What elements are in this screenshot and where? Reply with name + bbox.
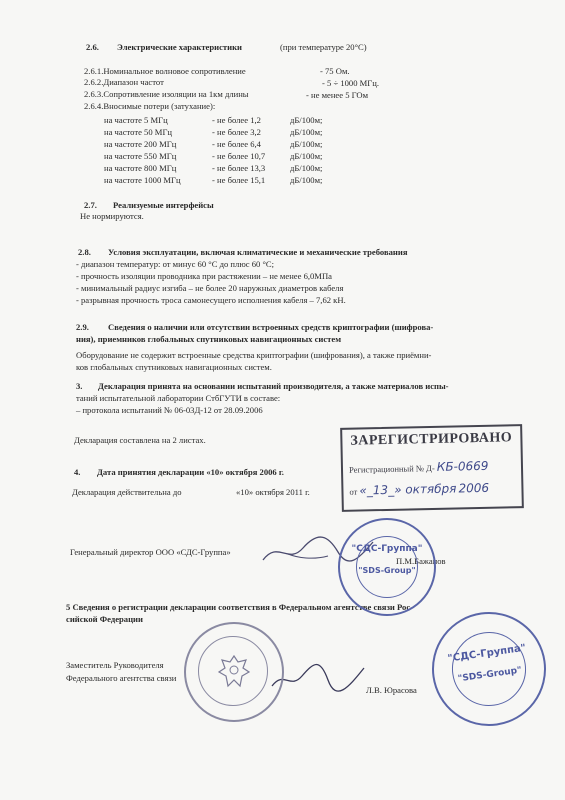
- loss-frequency: на частоте 1000 МГц: [104, 175, 181, 185]
- section-5-title-line-2: сийской Федерации: [66, 614, 143, 624]
- loss-row: [0, 163, 565, 174]
- loss-row: [0, 151, 565, 162]
- item-2-6-2-value: - 5 ÷ 1000 МГц.: [322, 78, 380, 88]
- section-2-8-item-4: - разрывная прочность троса самонесущего исполнения кабеля – 7,62 кН.: [76, 295, 346, 305]
- section-4-number: 4.: [74, 467, 81, 477]
- registration-date-line: [349, 481, 489, 498]
- company-seal-1-name-ru: "СДС-Группа": [351, 544, 423, 554]
- loss-row: [0, 115, 565, 126]
- loss-unit: дБ/100м;: [290, 163, 323, 173]
- section-2-6-condition: (при температуре 20°С): [280, 42, 367, 52]
- loss-value: - не более 10,7: [212, 151, 266, 161]
- loss-value: - не более 13,3: [212, 163, 266, 173]
- company-seal-2-name-en: "SDS-Group": [457, 665, 523, 685]
- section-3-title: Декларация принята на основании испытаний производителя, а также материалов испы-: [98, 381, 449, 391]
- loss-value: - не более 6,4: [212, 139, 261, 149]
- section-2-9-title-line-1: Сведения о наличии или отсутствии встроенных средств криптографии (шифрова-: [108, 322, 434, 332]
- director-position: Генеральный директор ООО «СДС-Группа»: [70, 547, 231, 557]
- loss-unit: дБ/100м;: [290, 175, 323, 185]
- deputy-position-line-1: Заместитель Руководителя: [66, 660, 164, 670]
- validity-date: «10» октября 2011 г.: [236, 487, 310, 497]
- eagle-emblem-icon: [216, 652, 252, 690]
- item-2-6-4-label: 2.6.4.Вносимые потери (затухание):: [84, 101, 216, 111]
- loss-row: [0, 175, 565, 186]
- company-seal-2-name-ru: "СДС-Группа": [447, 642, 527, 665]
- loss-frequency: на частоте 800 МГц: [104, 163, 177, 173]
- company-seal-2: [425, 605, 554, 734]
- loss-value: - не более 15,1: [212, 175, 266, 185]
- section-3-protocol: – протокола испытаний № 06-03Д-12 от 28.09.2006: [76, 405, 263, 415]
- item-2-6-1-value: - 75 Ом.: [320, 66, 350, 76]
- loss-unit: дБ/100м;: [290, 151, 323, 161]
- section-2-9-text-line-2: ков глобальных спутниковых навигационных систем.: [76, 362, 272, 372]
- section-3-line-2: таний испытательной лаборатории СтбГУТИ в составе:: [76, 393, 281, 403]
- section-3-number: 3.: [76, 381, 83, 391]
- loss-unit: дБ/100м;: [290, 139, 323, 149]
- registration-number-value: КБ-0669: [436, 458, 489, 474]
- federal-agency-seal: [184, 622, 284, 722]
- section-5-title-line-1: 5 Сведения о регистрации декларации соответствия в Федеральном агентстве связи Рос-: [66, 602, 414, 612]
- item-2-6-2-label: 2.6.2.Диапазон частот: [84, 77, 164, 87]
- loss-value: - не более 3,2: [212, 127, 261, 137]
- loss-row: [0, 127, 565, 138]
- item-2-6-1-label: 2.6.1.Номинальное волновое сопротивление: [84, 66, 246, 76]
- registered-stamp-title: ЗАРЕГИСТРИРОВАНО: [350, 430, 513, 449]
- registration-year: 2006: [458, 480, 490, 496]
- validity-label: Декларация действительна до: [72, 487, 182, 497]
- section-2-8-item-3: - минимальный радиус изгиба – не более 20 наружных диаметров кабеля: [76, 283, 344, 293]
- registration-date-prefix: от: [349, 486, 358, 497]
- section-2-9-text-line-1: Оборудование не содержит встроенные средства криптографии (шифрования), а также приёмни-: [76, 350, 432, 360]
- loss-frequency: на частоте 550 МГц: [104, 151, 177, 161]
- registration-date-value: «_13_» октября: [359, 481, 457, 498]
- registered-stamp: [340, 424, 524, 512]
- section-2-7-title: Реализуемые интерфейсы: [113, 200, 214, 210]
- section-3-sheets: Декларация составлена на 2 листах.: [74, 435, 206, 445]
- deputy-position-line-2: Федерального агентства связи: [66, 673, 177, 683]
- loss-value: - не более 1,2: [212, 115, 261, 125]
- item-2-6-3-value: - не менее 5 ГОм: [306, 90, 369, 100]
- loss-unit: дБ/100м;: [290, 127, 323, 137]
- section-2-6-title: Электрические характеристики: [117, 42, 242, 52]
- section-2-6-number: 2.6.: [86, 42, 99, 52]
- loss-frequency: на частоте 200 МГц: [104, 139, 177, 149]
- company-seal-1: [338, 518, 436, 616]
- section-2-8-item-1: - диапазон температур: от минус 60 °С до плюс 60 °С;: [76, 259, 274, 269]
- section-2-9-number: 2.9.: [76, 322, 89, 332]
- loss-unit: дБ/100м;: [290, 115, 323, 125]
- item-2-6-3-label: 2.6.3.Сопротивление изоляции на 1км длины: [84, 89, 249, 99]
- director-name: П.М.Бажанов: [396, 556, 446, 566]
- section-2-8-title: Условия эксплуатации, включая климатические и механические требования: [108, 247, 408, 257]
- registration-number-label: Регистрационный № Д-: [348, 462, 435, 475]
- section-2-8-item-2: - прочность изоляции проводника при растяжении – не менее 6,0МПа: [76, 271, 332, 281]
- section-2-8-number: 2.8.: [78, 247, 91, 257]
- section-4-title: Дата принятия декларации «10» октября 2006 г.: [97, 467, 284, 477]
- registration-number-line: [349, 459, 489, 476]
- section-2-7-text: Не нормируются.: [80, 211, 144, 221]
- loss-frequency: на частоте 5 МГц: [104, 115, 168, 125]
- company-seal-1-name-en: "SDS-Group": [358, 566, 416, 575]
- loss-row: [0, 139, 565, 150]
- deputy-name: Л.В. Юрасова: [366, 685, 417, 695]
- section-2-9-title-line-2: ния), приемников глобальных спутниковых навигационных систем: [76, 334, 342, 344]
- loss-frequency: на частоте 50 МГц: [104, 127, 173, 137]
- section-2-7-number: 2.7.: [84, 200, 97, 210]
